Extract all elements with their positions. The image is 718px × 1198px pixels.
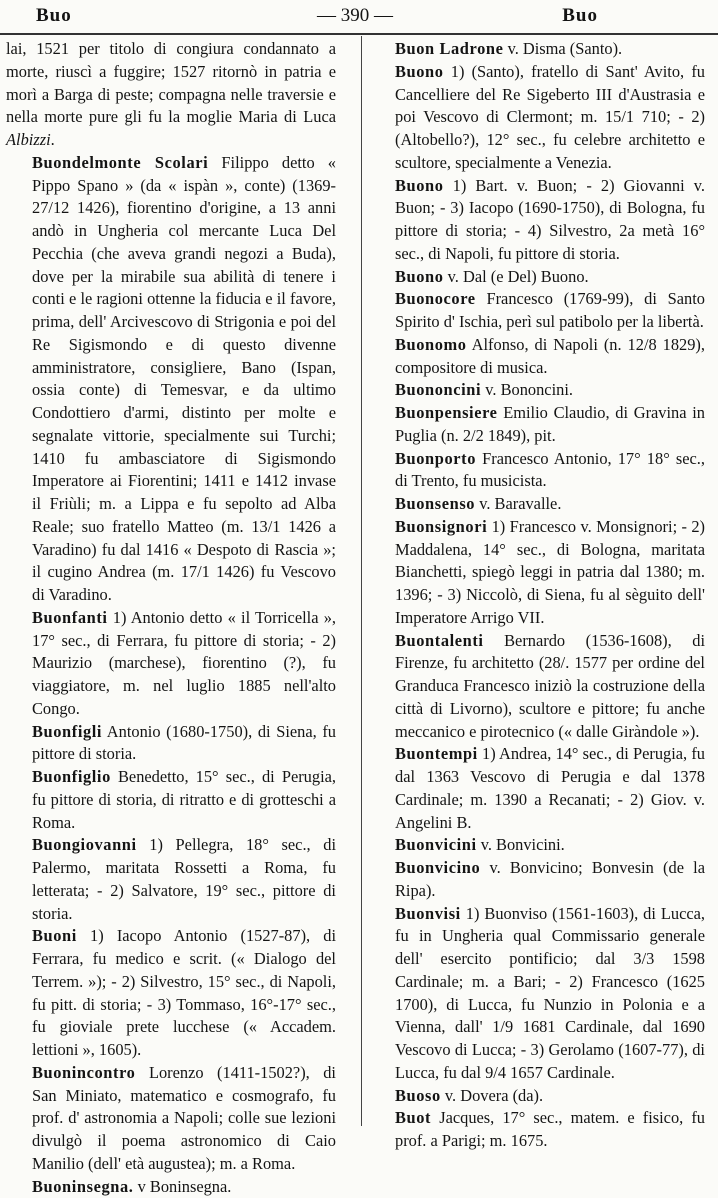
entry-text: Jacques, 17° sec., matem. e fisico, fu prof. a Parigi; m. 1675.: [395, 1108, 705, 1150]
dictionary-entry: [369, 379, 705, 402]
dictionary-entry: [369, 630, 705, 744]
column-divider: [361, 36, 362, 1126]
entry-continuation: [6, 38, 336, 152]
dictionary-entry: [369, 743, 705, 834]
entry-text: lai, 1521 per titolo di congiura condannato a morte, riuscì a fuggire; 1527 ritornò in patria e morì a Barga di peste; compagna nelle traversie e nella morte pure gli fu la moglie Maria di Luca: [6, 39, 336, 126]
dictionary-entry: [6, 607, 336, 721]
entry-text: 1) Pellegra, 18° sec., di Palermo, maritata Rossetti a Roma, fu letterata; - 2) Salvatore, 19° sec., pittore di storia.: [32, 835, 336, 922]
entry-headword: Buonocore: [395, 289, 476, 308]
entry-text: Lorenzo (1411-1502?), di San Miniato, matematico e cosmografo, fu prof. d' astronomia a Napoli; colle sue lezioni divulgò il poema astronomico di Caio Manilio (dell' età augustea); m. a Roma.: [32, 1063, 336, 1173]
entry-headword: Buonporto: [395, 449, 476, 468]
entry-headword: Buonsignori: [395, 517, 487, 536]
running-head-right: Buo: [562, 5, 598, 27]
entry-text: Bernardo (1536-1608), di Firenze, fu architetto (28/. 1577 per ordine del Granduca Francesco iniziò la costruzione della città di Livorno), scultore e pittore; fu anche meccanico e pirotecnico (« dalle Giràndole »).: [395, 631, 705, 741]
dictionary-entry: [369, 288, 705, 334]
entry-headword: Buonincontro: [32, 1063, 135, 1082]
entry-text: Benedetto, 15° sec., di Perugia, fu pittore di storia, di ritratto e di grotteschi a Roma.: [32, 767, 336, 832]
dictionary-entry: [6, 721, 336, 767]
entry-text: 1) Buonviso (1561-1603), di Lucca, fu in Ungheria qual Commissario generale dell' esercito pontificio; dal 3/3 1598 Cardinale; m. a Bari; - 2) Francesco (1625 1700), di Lucca, fu Nunzio in Polonia e a Vienna, dall' 1/9 1681 Cardinale, dal 1690 Vescovo di Lucca; - 3) Gerolamo (1607-77), di Lucca, fu dal 9/4 1657 Cardinale.: [395, 904, 705, 1082]
dictionary-entry: [369, 516, 705, 630]
entry-headword: Buonvicini: [395, 835, 477, 854]
entry-text: v. Baravalle.: [475, 494, 561, 513]
entry-headword: Buonvisi: [395, 904, 461, 923]
entry-headword: Buon Ladrone: [395, 39, 503, 58]
page-header: [0, 0, 718, 36]
dictionary-entry: [6, 152, 336, 607]
entry-text: v. Dal (e Del) Buono.: [444, 267, 589, 286]
dictionary-entry: [369, 175, 705, 266]
dictionary-entry: [369, 448, 705, 494]
entry-headword: Buonvicino: [395, 858, 480, 877]
entry-headword: Buongiovanni: [32, 835, 137, 854]
dictionary-entry: [369, 1107, 705, 1153]
dictionary-entry: [369, 266, 705, 289]
entry-text: 1) Iacopo Antonio (1527-87), di Ferrara, fu medico e scrit. (« Dialogo del Terrem. »); - 2) Silvestro, 15° sec., di Napoli, fu pitt. di storia; - 3) Tommaso, 16°-17° sec., fu gioviale prete lucchese (« Accadem. lettioni », 1605).: [32, 926, 336, 1059]
dictionary-entry: [6, 925, 336, 1062]
entry-headword: Buonomo: [395, 335, 467, 354]
entry-text: Filippo detto « Pippo Spano » (da « ispàn », conte) (1369-27/12 1426), fiorentino d'origine, a 13 anni andò in Ungheria col mercante Luca Del Pecchia (che aveva grandi negozi a Buda), dove per la mirabile sua abilità di tenere i conti e le ragioni ottenne la fiducia e il favore, prima, dell' Arcivescovo di Strigonia e poi del Re Sigismondo e di questo divenne amministratore, consigliere, Bano (Ispan, ossia conte) di Temesvar, e da ultimo Condottiero d'armi, distinto per molte e segnalate vittorie, specialmente sui Turchi; 1410 fu ambasciatore di Sigismondo Imperatore ai Fiorentini; 1411 e 1412 invase il Friùli; m. a Lippa e fu sepolto ad Alba Reale; suo fratello Matteo (m. 13/1 1426 a Varadino) fu dal 1416 « Despoto di Rascia »; il cugino Andrea (m. 17/1 1426) fu Vescovo di Varadino.: [32, 153, 336, 604]
entry-text: Antonio (1680-1750), di Siena, fu pittore di storia.: [32, 722, 336, 764]
dictionary-entry: [369, 903, 705, 1085]
running-head-left: Buo: [36, 5, 72, 27]
entry-headword: Buonfanti: [32, 608, 108, 627]
entry-text: Francesco Antonio, 17° 18° sec., di Trento, fu musicista.: [395, 449, 705, 491]
entry-text: v. Dovera (da).: [441, 1086, 543, 1105]
dictionary-entry: [369, 857, 705, 903]
entry-headword: Buoninsegna.: [32, 1177, 134, 1196]
dictionary-entry: [6, 834, 336, 925]
entry-headword: Buononcini: [395, 380, 481, 399]
entry-headword: Buontalenti: [395, 631, 484, 650]
entry-text: Alfonso, di Napoli (n. 12/8 1829), compositore di musica.: [395, 335, 705, 377]
dictionary-entry: [369, 493, 705, 516]
entry-italic-name: Albizzi: [6, 130, 51, 149]
entry-headword: Buono: [395, 62, 444, 81]
page-number: — 390 —: [300, 5, 410, 27]
entry-text: Emilio Claudio, di Gravina in Puglia (n. 2/2 1849), pit.: [395, 403, 705, 445]
entry-headword: Buoso: [395, 1086, 441, 1105]
dictionary-entry: [369, 1085, 705, 1108]
entry-text: v. Disma (Santo).: [503, 39, 622, 58]
entry-text: 1) (Santo), fratello di Sant' Avito, fu Cancelliere del Re Sigeberto III d'Austrasia e poi Vescovo di Clermont; m. 15/1 710; - 2) (Altobello?), 12° sec., fu celebre architetto e scultore, specialmente a Venezia.: [395, 62, 705, 172]
dictionary-entry: [369, 334, 705, 380]
entry-text: 1) Francesco v. Monsignori; - 2) Maddalena, 14° sec., di Bologna, maritata Bianchetti, spiegò leggi in patria dal 1380; m. 1396; - 3) Niccolò, di Siena, fu al sèguito dell' Imperatore Arrigo VII.: [395, 517, 705, 627]
dictionary-entry: [6, 766, 336, 834]
entry-headword: Buonfigli: [32, 722, 102, 741]
dictionary-entry: [369, 402, 705, 448]
dictionary-entry: [369, 61, 705, 175]
entry-headword: Buonsenso: [395, 494, 475, 513]
entry-text: 1) Antonio detto « il Torricella », 17° sec., di Ferrara, fu pittore di storia; - 2) Maurizio (marchese), fiorentino (?), fu viaggiatore, m. nel luglio 1885 nell'alto Congo.: [32, 608, 336, 718]
entry-text: v. Bonvicino; Bonvesin (de la Ripa).: [395, 858, 705, 900]
entry-text: 1) Andrea, 14° sec., di Perugia, fu dal 1363 Vescovo di Perugia e dal 1378 Cardinale; m. 1390 a Recanati; - 2) Giov. v. Angelini B.: [395, 744, 705, 831]
header-rule: [0, 33, 718, 35]
entry-text: 1) Bart. v. Buon; - 2) Giovanni v. Buon; - 3) Iacopo (1690-1750), di Bologna, fu pittore di storia; - 4) Silvestro, 2a metà 16° sec., di Napoli, fu pittore di storia.: [395, 176, 705, 263]
entry-text: v Boninsegna.: [134, 1177, 232, 1196]
dictionary-entry: [369, 834, 705, 857]
entry-headword: Buontempi: [395, 744, 478, 763]
entry-text: Francesco (1769-99), di Santo Spirito d' Ischia, perì sul patibolo per la libertà.: [395, 289, 705, 331]
right-column: [369, 38, 705, 1153]
entry-text: v. Bonvicini.: [477, 835, 565, 854]
entry-headword: Buondelmonte Scolari: [32, 153, 208, 172]
entry-headword: Buonfiglio: [32, 767, 111, 786]
entry-headword: Buonpensiere: [395, 403, 498, 422]
entry-headword: Buot: [395, 1108, 431, 1127]
entry-headword: Buono: [395, 176, 444, 195]
entry-headword: Buoni: [32, 926, 77, 945]
entry-tail: .: [51, 130, 55, 149]
dictionary-entry: [369, 38, 705, 61]
dictionary-entry: [6, 1176, 336, 1198]
left-column: [6, 38, 336, 1198]
dictionary-entry: [6, 1062, 336, 1176]
entry-headword: Buono: [395, 267, 444, 286]
entry-text: v. Bononcini.: [481, 380, 573, 399]
